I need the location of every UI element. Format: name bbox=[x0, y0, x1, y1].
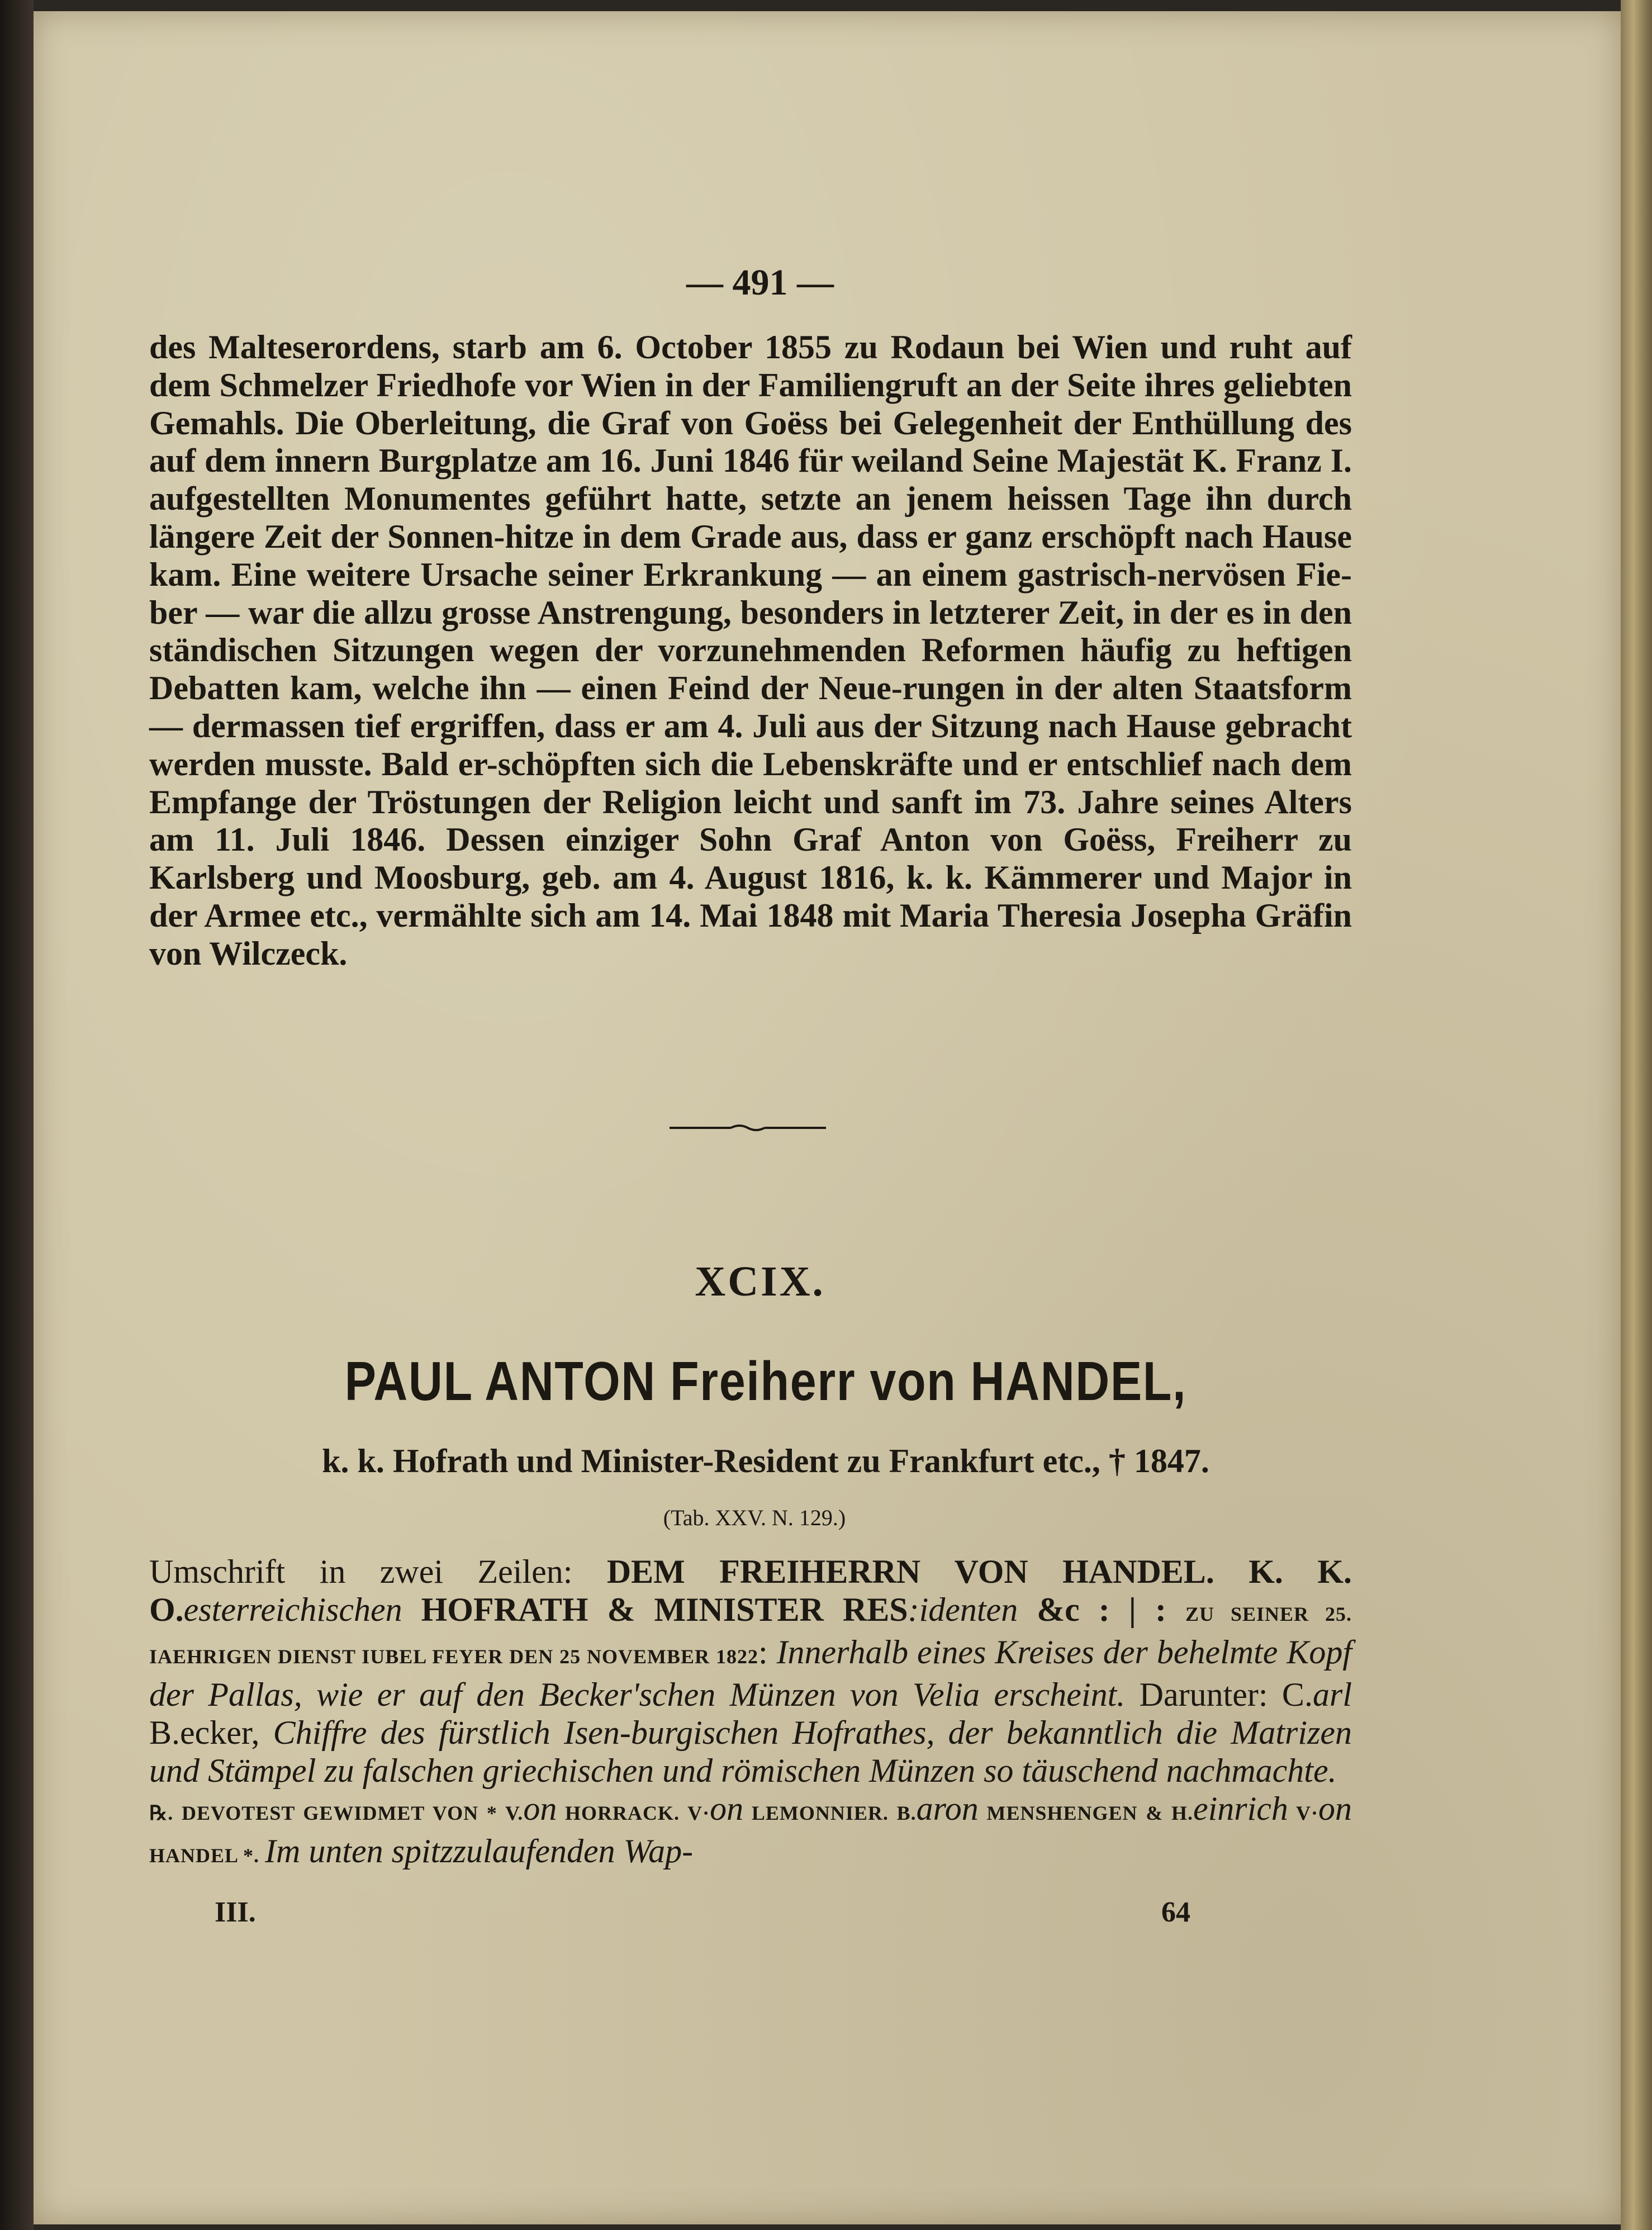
main-paragraph bbox=[149, 329, 1352, 973]
desc-seg-02: DEM FREIHERRN VON HANDEL. K. K. O. bbox=[149, 1553, 1352, 1628]
desc-seg-05: :identen bbox=[908, 1591, 1018, 1628]
desc-seg-06: &c : | : bbox=[1018, 1591, 1185, 1628]
desc-seg-21: einrich bbox=[1193, 1790, 1288, 1827]
desc-seg-23: on bbox=[1318, 1790, 1352, 1827]
divider-ornament bbox=[670, 1122, 826, 1133]
desc-seg-24: HANDEL *. bbox=[149, 1844, 265, 1867]
desc-seg-25: Im unten spitzzulaufenden Wap- bbox=[265, 1833, 694, 1870]
signature-mark: 64 bbox=[1161, 1896, 1190, 1928]
description-paragraph-2 bbox=[149, 1790, 1352, 1875]
desc-seg-08: : bbox=[758, 1634, 777, 1671]
description-paragraph-1 bbox=[149, 1553, 1352, 1790]
desc-seg-09: Innerhalb eines Kreises der behelmte Kopf der Pallas, wie er auf den Becker'schen Münzen von Velia erscheint. bbox=[149, 1634, 1352, 1713]
desc-seg-20: MENSHENGEN & H. bbox=[978, 1802, 1193, 1824]
desc-seg-04: HOFRATH & MINISTER RES bbox=[402, 1591, 908, 1628]
desc-seg-10: Darunter: C. bbox=[1125, 1676, 1313, 1713]
table-reference: (Tab. XXV. N. 129.) bbox=[663, 1505, 846, 1530]
desc-seg-15: on bbox=[523, 1790, 557, 1827]
desc-seg-03: esterreichischen bbox=[183, 1591, 402, 1628]
coin-description bbox=[149, 1553, 1352, 1875]
desc-seg-19: aron bbox=[916, 1790, 979, 1827]
chapter-number: XCIX. bbox=[695, 1258, 825, 1305]
desc-seg-12: B.ecker, bbox=[149, 1714, 273, 1751]
desc-seg-18: LEMONNIER. B. bbox=[743, 1802, 917, 1824]
volume-marker: III. bbox=[215, 1896, 256, 1928]
desc-seg-14: ℞. DEVOTEST GEWIDMET VON * V. bbox=[149, 1802, 524, 1824]
page-edge bbox=[1621, 0, 1652, 2230]
desc-seg-07: ZU SEINER 25. IAEHRIGEN DIENST IUBEL FEYER DEN 25 NOVEMBER 1822 bbox=[149, 1603, 1352, 1668]
person-title: k. k. Hofrath und Minister-Resident zu Frankfurt etc., † 1847. bbox=[322, 1443, 1209, 1479]
desc-seg-01: Umschrift in zwei Zeilen: bbox=[149, 1553, 607, 1590]
main-paragraph-text: des Malteserordens, starb am 6. October 1855 zu Rodaun bei Wien und ruht auf dem Schmelzer Friedhofe vor Wien in der Familiengruft an der Seite ihres geliebten Gemahls. Die Oberleitung, die Graf von Goëss bei Gelegenheit der Enthüllung des auf dem innern Burgplatze am 16. Juni 1846 für weiland Seine Majestät K. Franz I. aufgestellten Monumentes geführt hatte, setzte an jenem heissen Tage ihn durch längere Zeit der Sonnen-hitze in dem Grade aus, dass er ganz erschöpft nach Hause kam. Eine weitere Ursache seiner Erkrankung — an einem gastrisch-nervösen Fie-ber — war die allzu grosse Anstrengung, besonders in letzterer Zeit, in der es in den ständischen Sitzungen wegen der vorzunehmenden Reformen häufig zu heftigen Debatten kam, welche ihn — einen Feind der Neue-rungen in der alten Staatsform — dermassen tief ergriffen, dass er am 4. Juli aus der Sitzung nach Hause gebracht werden musste. Bald er-schöpften sich die Lebenskräfte und er entschlief nach dem Empfange der Tröstungen der Religion leicht und sanft im 73. Jahre seines Alters am 11. Juli 1846. Dessen einziger Sohn Graf Anton von Goëss, Freiherr zu Karlsberg und Moosburg, geb. am 4. August 1816, k. k. Kämmerer und Major in der Armee etc., vermählte sich am 14. Mai 1848 mit Maria Theresia Josepha Gräfin von Wilczeck. bbox=[149, 329, 1352, 972]
desc-seg-11: arl bbox=[1312, 1676, 1352, 1713]
person-name-heading: PAUL ANTON Freiherr von HANDEL, bbox=[344, 1350, 1187, 1412]
page-number: — 491 — bbox=[686, 262, 834, 303]
desc-seg-22: V· bbox=[1288, 1802, 1319, 1824]
desc-seg-16: HORRACK. V· bbox=[557, 1802, 710, 1824]
desc-seg-13: Chiffre des fürstlich Isen-burgischen Hofrathes, der bekanntlich die Matrizen und Stämpel zu falschen griechischen und römischen Münzen so täuschend nachmachte. bbox=[149, 1714, 1352, 1789]
desc-seg-17: on bbox=[710, 1790, 744, 1827]
book-gutter bbox=[0, 0, 34, 2230]
